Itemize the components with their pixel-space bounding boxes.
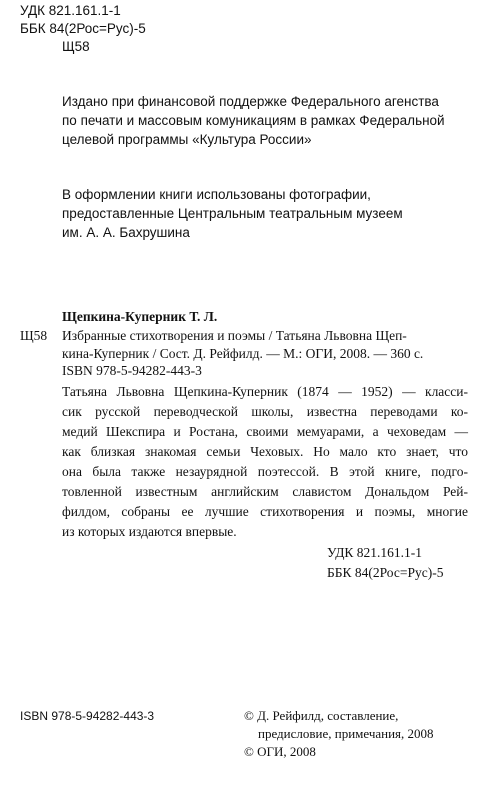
copyright-line: предисловие, примечания, 2008 — [258, 726, 434, 741]
catalog-author-heading: Щепкина-Куперник Т. Л. — [62, 309, 218, 324]
abstract-line: она была также незаурядной поэтессой. В этой книге, подго- — [62, 464, 468, 479]
footer-udk-code: УДК 821.161.1-1 — [327, 545, 423, 560]
catalog-isbn: ISBN 978-5-94282-443-3 — [62, 363, 202, 378]
abstract-line: как близкая знакомая семьи Чеховых. Но мало кто знает, что — [62, 444, 468, 459]
footer-isbn: ISBN 978-5-94282-443-3 — [20, 709, 155, 723]
abstract-line: Татьяна Львовна Щепкина-Куперник (1874 — 1952) — класси- — [62, 384, 468, 399]
header-classification-codes — [20, 2, 146, 56]
copyright-notice — [244, 707, 434, 761]
funding-note-line: по печати и массовым комуникациям в рамках Федеральной — [62, 113, 445, 128]
copyright-line: © ОГИ, 2008 — [244, 744, 316, 759]
footer-bbk-code: ББК 84(2Рос=Рус)-5 — [327, 565, 444, 580]
abstract-line: из которых издаются впервые. — [62, 524, 237, 539]
book-abstract — [62, 382, 468, 542]
header-cutter-mark: Щ58 — [62, 39, 90, 54]
photo-credit-note — [62, 185, 403, 242]
funding-note — [62, 92, 445, 149]
header-udk-code: УДК 821.161.1-1 — [20, 3, 121, 18]
header-bbk-code: ББК 84(2Рос=Рус)-5 — [20, 21, 146, 36]
funding-note-line: целевой программы «Культура России» — [62, 132, 312, 147]
catalog-description — [62, 327, 468, 363]
photo-note-line: им. А. А. Бахрушина — [62, 225, 190, 240]
catalog-cutter-mark: Щ58 — [20, 328, 48, 343]
catalog-description-line: Избранные стихотворения и поэмы / Татьяна Львовна Щеп- — [62, 328, 407, 343]
abstract-line: сик русской переводческой школы, известна переводами ко- — [62, 404, 468, 419]
funding-note-line: Издано при финансовой поддержке Федерального агенства — [62, 94, 439, 109]
abstract-line: товленной известным английским славистом Дональдом Рей- — [62, 484, 468, 499]
abstract-line: филдом, собраны ее лучшие стихотворения и поэмы, многие — [62, 504, 468, 519]
copyright-line: © Д. Рейфилд, составление, — [244, 708, 399, 723]
photo-note-line: предоставленные Центральным театральным музеем — [62, 206, 403, 221]
abstract-line: медий Шекспира и Ростана, своими мемуарами, а чеховедам — — [62, 424, 468, 439]
catalog-description-line: кина-Куперник / Сост. Д. Рейфилд. — М.: ОГИ, 2008. — 360 с. — [62, 346, 424, 361]
footer-classification-codes — [327, 543, 443, 583]
photo-note-line: В оформлении книги использованы фотографии, — [62, 187, 371, 202]
